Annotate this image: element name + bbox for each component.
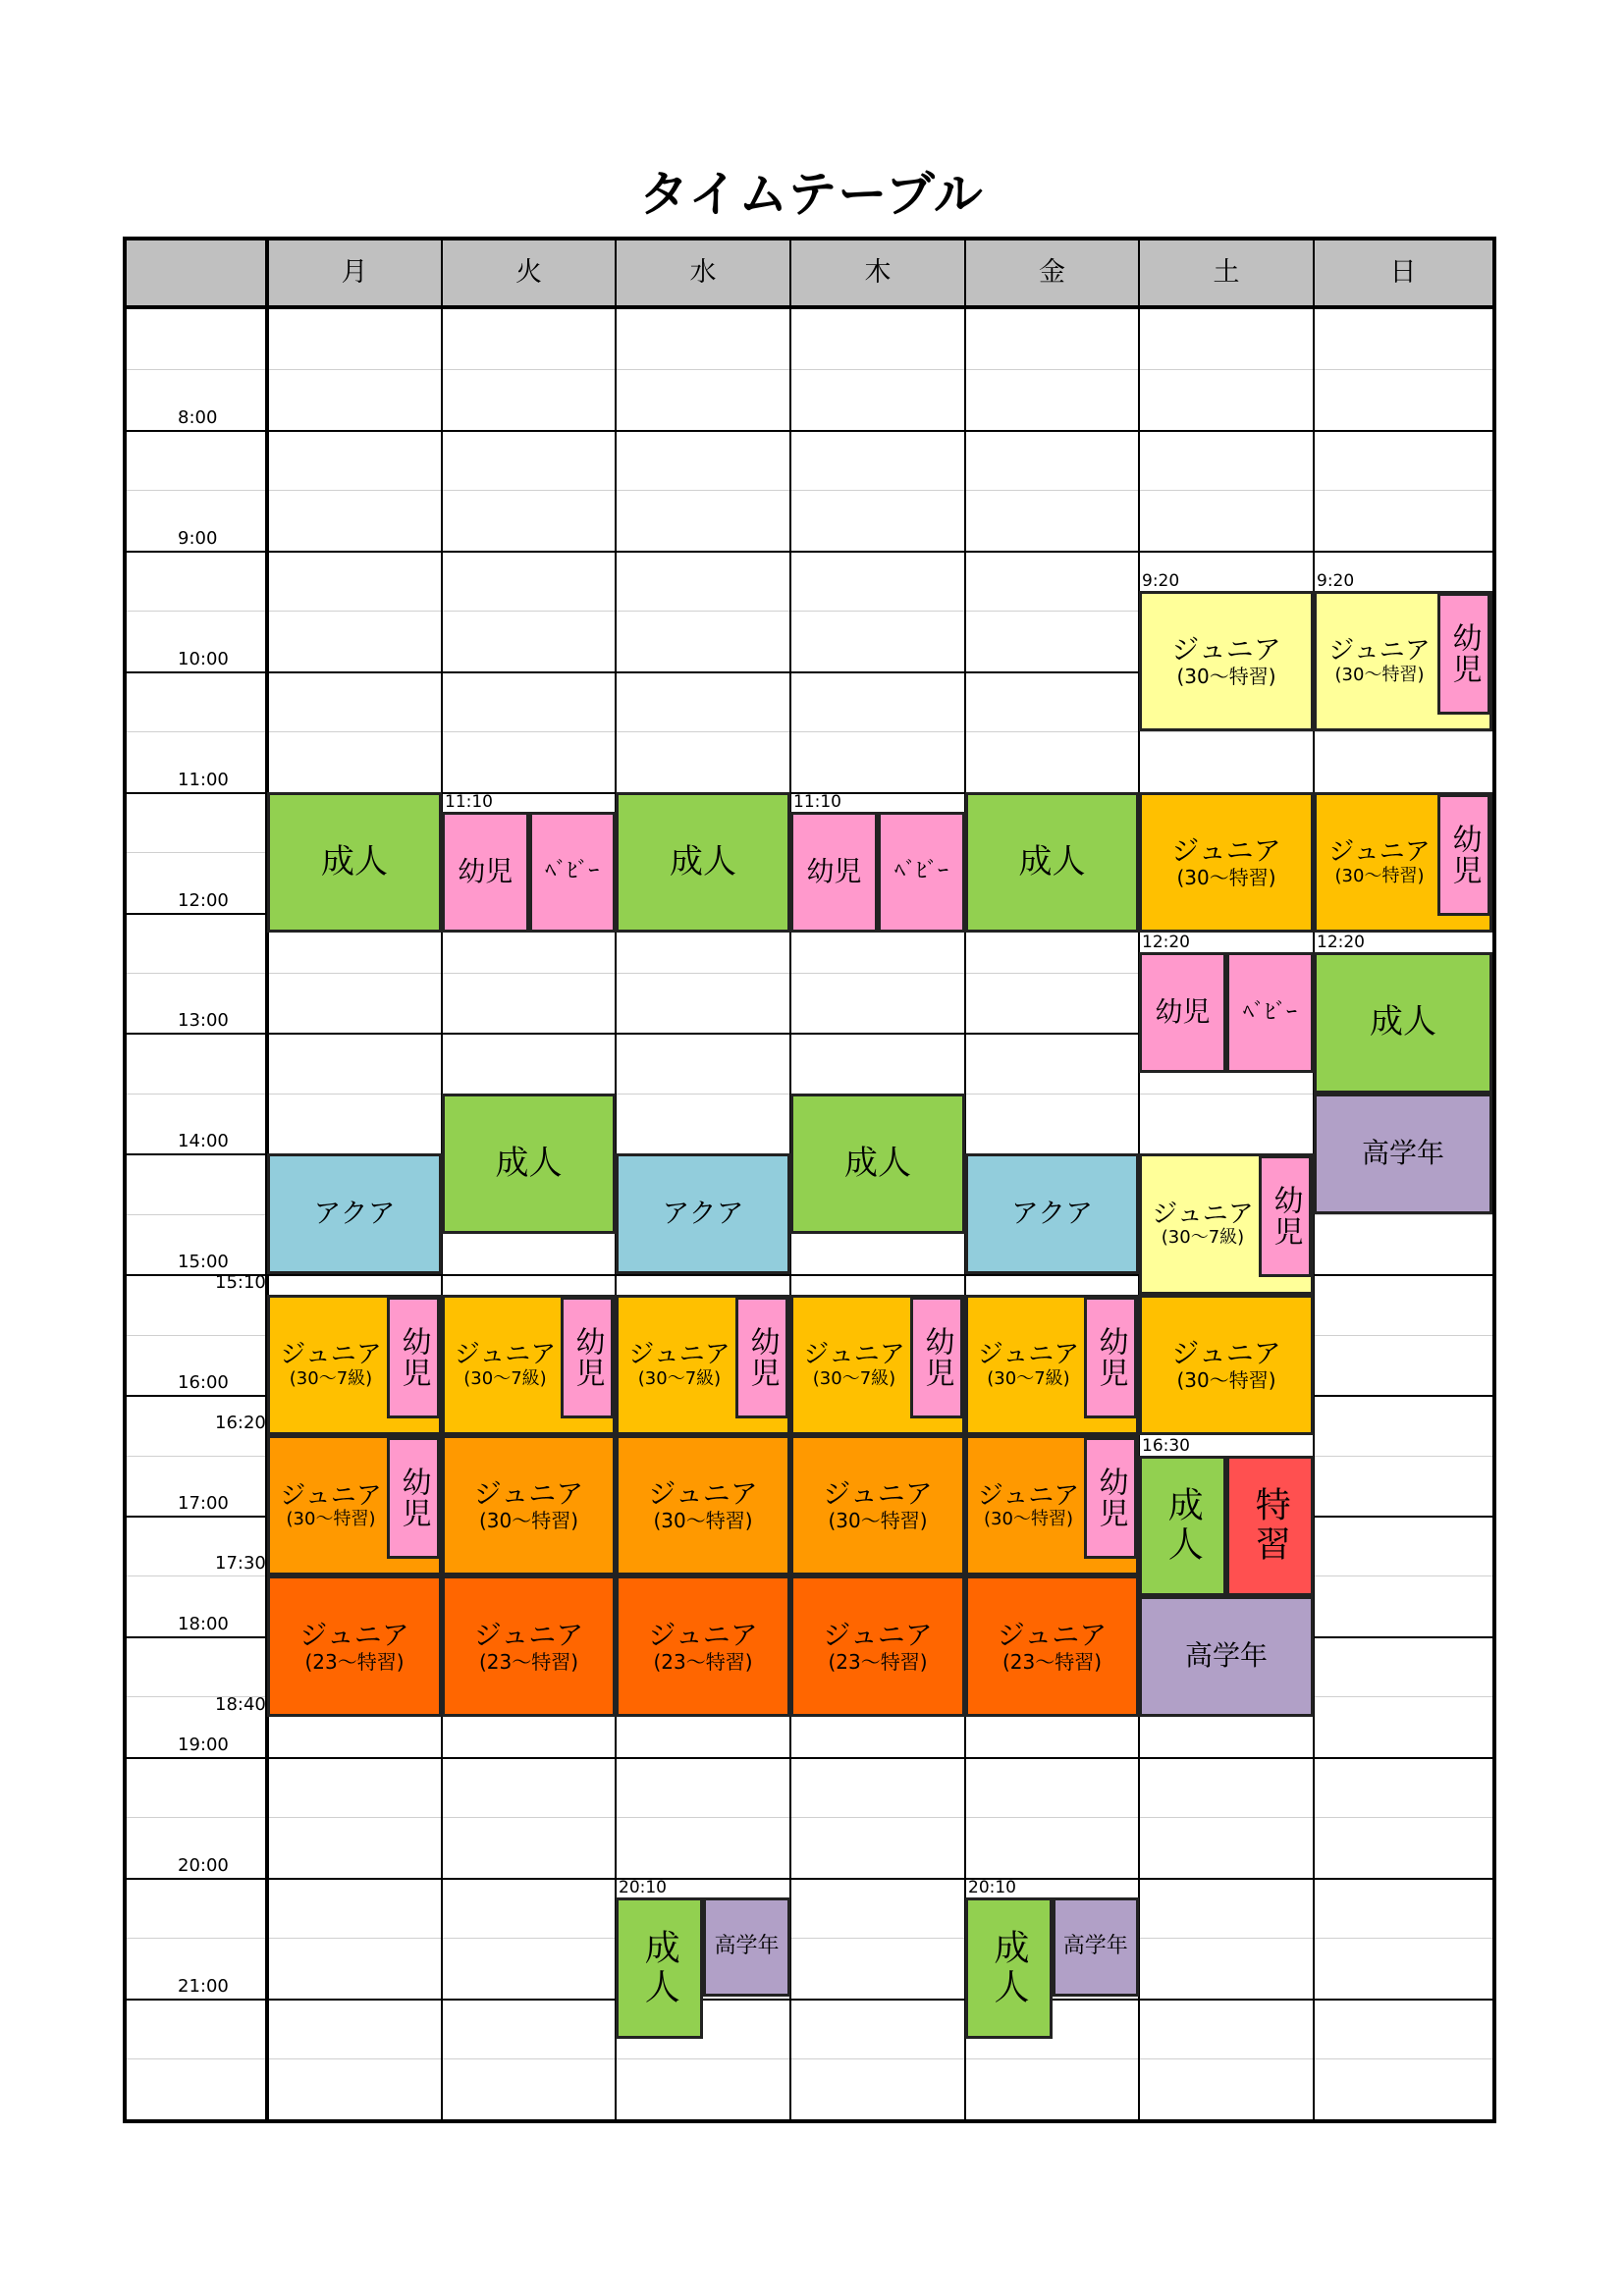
session-block[interactable] bbox=[790, 1435, 965, 1575]
class-level: (23～特習) bbox=[828, 1649, 928, 1674]
class-name: 幼児 bbox=[1446, 823, 1482, 886]
class-level: (30～特習) bbox=[1334, 664, 1425, 685]
time-label: 15:00 bbox=[178, 1252, 229, 1273]
class-name: 幼児 bbox=[919, 1325, 954, 1389]
class-name: 成人 bbox=[321, 841, 388, 881]
class-level: (30～特習) bbox=[1334, 865, 1425, 886]
session-block[interactable] bbox=[267, 1575, 442, 1716]
day-header-cell: 土 bbox=[1213, 257, 1240, 288]
hour-line bbox=[127, 1999, 1492, 2001]
class-name: 成人 bbox=[1018, 841, 1086, 881]
session-block[interactable] bbox=[1139, 1456, 1226, 1596]
class-name: 幼児 bbox=[1155, 995, 1211, 1029]
time-label: 13:00 bbox=[178, 1010, 229, 1032]
class-level: (30～7級) bbox=[637, 1367, 722, 1389]
class-name: ジュニア bbox=[823, 1477, 933, 1511]
class-name: 成人 bbox=[1370, 1002, 1436, 1042]
class-name: ジュニア bbox=[299, 1618, 409, 1651]
class-name-sub: ﾍﾞﾋﾞｰ bbox=[545, 859, 600, 884]
time-label: 9:00 bbox=[178, 527, 218, 549]
session-block[interactable] bbox=[1314, 952, 1492, 1093]
time-label: 8:00 bbox=[178, 406, 218, 428]
infant-side-block[interactable] bbox=[1259, 1155, 1312, 1277]
session-start-time: 12:20 bbox=[1317, 933, 1365, 953]
class-name-sub: ﾍﾞﾋﾞｰ bbox=[893, 859, 948, 884]
class-name: ジュニア bbox=[1328, 837, 1431, 868]
session-block[interactable] bbox=[529, 812, 617, 933]
class-name: ジュニア bbox=[280, 1340, 382, 1370]
class-name: ジュニア bbox=[1171, 1336, 1281, 1369]
class-name: ジュニア bbox=[1328, 636, 1431, 667]
class-name: ジュニア bbox=[648, 1618, 758, 1651]
class-name: ジュニア bbox=[473, 1618, 584, 1651]
class-level: (30～7級) bbox=[289, 1367, 373, 1389]
session-block[interactable] bbox=[442, 1435, 616, 1575]
timetable bbox=[123, 237, 1496, 2123]
infant-side-block[interactable] bbox=[1437, 794, 1490, 916]
time-label: 16:00 bbox=[178, 1372, 229, 1394]
infant-side-block[interactable] bbox=[1437, 593, 1490, 715]
session-start-time: 11:10 bbox=[445, 792, 493, 813]
class-name: ジュニア bbox=[280, 1480, 382, 1511]
hour-line bbox=[127, 430, 1492, 432]
session-block[interactable] bbox=[790, 1094, 965, 1234]
class-name: 成人 bbox=[639, 1928, 680, 2007]
day-header-row bbox=[127, 240, 1492, 309]
class-name: ジュニア bbox=[454, 1340, 557, 1370]
session-block[interactable] bbox=[267, 792, 442, 933]
session-start-time: 11:10 bbox=[793, 792, 841, 813]
class-name: 幼児 bbox=[1446, 621, 1482, 685]
class-name: ジュニア bbox=[473, 1477, 584, 1511]
class-name: 高学年 bbox=[1361, 1136, 1444, 1169]
class-name: 幼児 bbox=[569, 1325, 605, 1389]
session-start-time: 9:20 bbox=[1317, 570, 1355, 591]
start-time-label: 15:10 bbox=[215, 1271, 266, 1293]
infant-side-block[interactable] bbox=[735, 1297, 788, 1418]
session-block[interactable] bbox=[1226, 952, 1314, 1073]
class-name: ジュニア bbox=[1171, 833, 1281, 867]
half-hour-line bbox=[127, 490, 1492, 491]
session-start-time: 20:10 bbox=[619, 1878, 667, 1898]
class-name: 高学年 bbox=[714, 1934, 780, 1959]
half-hour-line bbox=[127, 1938, 1492, 1939]
class-name: ジュニア bbox=[1152, 1199, 1254, 1229]
infant-side-block[interactable] bbox=[387, 1297, 440, 1418]
time-label: 18:00 bbox=[178, 1613, 229, 1634]
class-name: ジュニア bbox=[997, 1618, 1108, 1651]
class-name: 成人 bbox=[1163, 1486, 1204, 1566]
session-block[interactable] bbox=[965, 1897, 1053, 2038]
time-label: 12:00 bbox=[178, 889, 229, 911]
infant-side-block[interactable] bbox=[910, 1297, 963, 1418]
class-level: (30～特習) bbox=[478, 1509, 579, 1533]
start-time-label: 17:30 bbox=[215, 1553, 266, 1575]
class-name: 高学年 bbox=[1184, 1639, 1268, 1673]
start-time-label: 18:40 bbox=[215, 1693, 266, 1715]
session-block[interactable] bbox=[442, 812, 529, 933]
class-level: (23～特習) bbox=[1001, 1649, 1103, 1674]
session-start-time: 12:20 bbox=[1142, 933, 1190, 953]
session-block[interactable] bbox=[965, 792, 1139, 933]
session-block[interactable] bbox=[878, 812, 965, 933]
session-block[interactable] bbox=[965, 1575, 1139, 1716]
class-name-sub: ﾍﾞﾋﾞｰ bbox=[1242, 999, 1297, 1025]
session-block[interactable] bbox=[1139, 1596, 1314, 1717]
class-level: (30～特習) bbox=[828, 1509, 928, 1533]
class-name: ジュニア bbox=[648, 1477, 758, 1511]
class-name: ジュニア bbox=[977, 1480, 1080, 1511]
page-title: タイムテーブル bbox=[639, 166, 984, 223]
session-block[interactable] bbox=[1139, 1295, 1314, 1435]
time-label: 21:00 bbox=[178, 1975, 229, 1997]
infant-side-block[interactable] bbox=[387, 1437, 440, 1559]
day-header-cell: 木 bbox=[864, 257, 892, 288]
class-level: (30～特習) bbox=[1176, 1367, 1276, 1392]
class-name: 幼児 bbox=[396, 1325, 431, 1389]
start-time-label: 16:20 bbox=[215, 1413, 266, 1434]
session-start-time: 16:30 bbox=[1142, 1435, 1190, 1456]
class-name: ジュニア bbox=[803, 1340, 905, 1370]
day-header-cell: 火 bbox=[515, 257, 542, 288]
class-level: (30～7級) bbox=[1161, 1227, 1245, 1249]
time-label: 10:00 bbox=[178, 648, 229, 669]
time-label: 17:00 bbox=[178, 1493, 229, 1514]
class-name: 幼児 bbox=[1093, 1325, 1128, 1389]
day-header-cell: 月 bbox=[341, 257, 368, 288]
session-block[interactable] bbox=[616, 792, 790, 933]
session-block[interactable] bbox=[1139, 792, 1314, 933]
class-name: 成人 bbox=[989, 1928, 1030, 2007]
infant-side-block[interactable] bbox=[561, 1297, 614, 1418]
session-block[interactable] bbox=[790, 1575, 965, 1716]
class-name: アクア bbox=[313, 1197, 396, 1230]
session-block[interactable] bbox=[442, 1094, 616, 1234]
class-level: (30～特習) bbox=[1176, 664, 1276, 688]
session-block[interactable] bbox=[616, 1575, 790, 1716]
class-name: 幼児 bbox=[806, 855, 862, 888]
class-name: ジュニア bbox=[977, 1340, 1080, 1370]
session-block[interactable] bbox=[965, 1153, 1139, 1274]
class-level: (30～特習) bbox=[653, 1509, 753, 1533]
session-block[interactable] bbox=[442, 1575, 616, 1716]
class-name: 幼児 bbox=[1268, 1185, 1303, 1249]
class-level: (23～特習) bbox=[478, 1649, 579, 1674]
class-level: (30～7級) bbox=[987, 1367, 1070, 1389]
class-name: ジュニア bbox=[628, 1340, 730, 1370]
class-name: 幼児 bbox=[458, 855, 514, 888]
hour-line bbox=[127, 1757, 1492, 1759]
class-name: アクア bbox=[1010, 1197, 1094, 1230]
class-name: アクア bbox=[662, 1197, 744, 1230]
hour-line bbox=[127, 1878, 1492, 1880]
session-block[interactable] bbox=[616, 1153, 790, 1274]
session-block[interactable] bbox=[1226, 1456, 1314, 1596]
hour-line bbox=[127, 551, 1492, 553]
class-name: 成人 bbox=[844, 1143, 911, 1183]
day-header-cell: 日 bbox=[1389, 257, 1417, 288]
time-label: 11:00 bbox=[178, 769, 229, 790]
time-label: 20:00 bbox=[178, 1854, 229, 1876]
session-block[interactable] bbox=[1139, 952, 1226, 1073]
class-level: (30～7級) bbox=[463, 1367, 547, 1389]
half-hour-line bbox=[127, 1817, 1492, 1818]
session-block[interactable] bbox=[790, 812, 878, 933]
time-label: 19:00 bbox=[178, 1734, 229, 1755]
session-start-time: 20:10 bbox=[968, 1878, 1016, 1898]
session-block[interactable] bbox=[1053, 1897, 1140, 1996]
class-name: ジュニア bbox=[823, 1618, 933, 1651]
class-name: 幼児 bbox=[396, 1467, 431, 1530]
session-start-time: 9:20 bbox=[1142, 570, 1180, 591]
time-label: 14:00 bbox=[178, 1131, 229, 1152]
infant-side-block[interactable] bbox=[1084, 1437, 1137, 1559]
class-name: 幼児 bbox=[1093, 1467, 1128, 1530]
class-level: (30～特習) bbox=[984, 1509, 1073, 1530]
half-hour-line bbox=[127, 2058, 1492, 2059]
day-header-cell: 金 bbox=[1039, 257, 1065, 288]
class-level: (23～特習) bbox=[653, 1649, 753, 1674]
class-name: 幼児 bbox=[744, 1325, 780, 1389]
session-block[interactable] bbox=[267, 1153, 442, 1274]
class-name: ジュニア bbox=[1171, 633, 1281, 667]
half-hour-line bbox=[127, 369, 1492, 370]
class-name: 成人 bbox=[495, 1143, 563, 1183]
class-level: (30～特習) bbox=[1176, 865, 1276, 889]
session-block[interactable] bbox=[616, 1435, 790, 1575]
class-name: 高学年 bbox=[1062, 1934, 1128, 1959]
session-block[interactable] bbox=[703, 1897, 790, 1996]
session-block[interactable] bbox=[1139, 591, 1314, 731]
class-level: (30～特習) bbox=[286, 1509, 376, 1530]
session-block[interactable] bbox=[616, 1897, 703, 2038]
half-hour-line bbox=[127, 731, 1492, 732]
day-header-cell: 水 bbox=[689, 257, 717, 288]
infant-side-block[interactable] bbox=[1084, 1297, 1137, 1418]
class-level: (23～特習) bbox=[304, 1649, 405, 1674]
class-level: (30～7級) bbox=[812, 1367, 896, 1389]
session-block[interactable] bbox=[1314, 1094, 1492, 1214]
class-name: 特習 bbox=[1250, 1486, 1291, 1566]
class-name: 成人 bbox=[670, 841, 736, 881]
